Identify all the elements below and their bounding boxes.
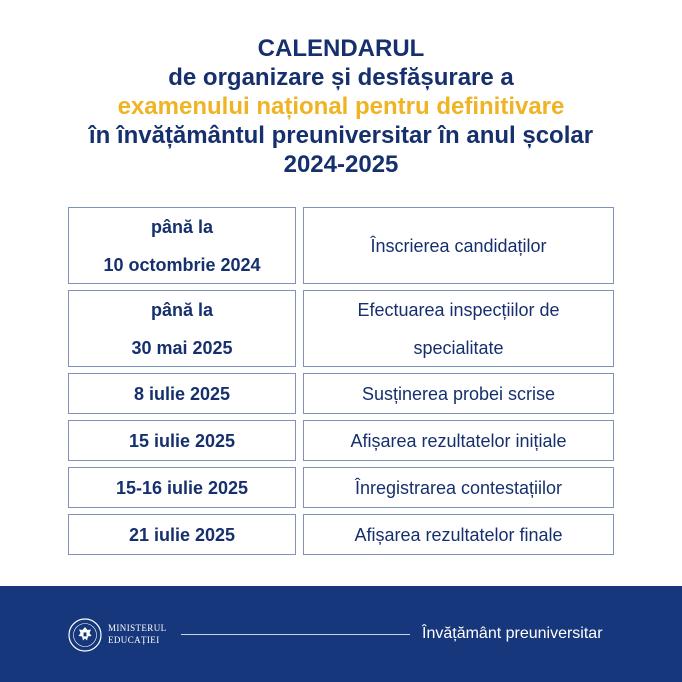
ministry-name-line: EDUCAȚIEI <box>108 635 160 645</box>
event-line: Afișarea rezultatelor inițiale <box>350 430 567 451</box>
event-line: Afișarea rezultatelor finale <box>354 524 563 545</box>
schedule-event-cell <box>303 207 614 284</box>
title-year: 2024-2025 <box>283 151 399 178</box>
event-line: Înregistrarea contestațiilor <box>354 477 563 498</box>
date-line: 21 iulie 2025 <box>128 524 236 545</box>
date-line: 10 octombrie 2024 <box>103 254 261 275</box>
date-line: 15-16 iulie 2025 <box>115 477 249 498</box>
schedule-row <box>68 420 614 461</box>
title-line-2: de organizare și desfășurare a <box>168 64 514 91</box>
date-line: 30 mai 2025 <box>131 337 233 358</box>
schedule-date-cell <box>68 467 296 508</box>
event-line: Susținerea probei scrise <box>361 383 556 404</box>
title-line-4: în învățământul preuniversitar în anul școlar <box>88 122 594 149</box>
schedule-date-cell <box>68 514 296 555</box>
schedule-row <box>68 290 614 367</box>
date-line: 8 iulie 2025 <box>133 383 231 404</box>
schedule-event-cell <box>303 373 614 414</box>
title-line-1: CALENDARUL <box>257 35 425 62</box>
footer-bar <box>0 586 682 682</box>
schedule-event-cell <box>303 420 614 461</box>
schedule-event-cell <box>303 467 614 508</box>
schedule-event-cell <box>303 290 614 367</box>
footer-divider <box>181 634 410 635</box>
event-line: Efectuarea inspecțiilor de <box>357 299 560 320</box>
schedule-row <box>68 514 614 555</box>
schedule-date-cell <box>68 290 296 367</box>
schedule-row <box>68 373 614 414</box>
ministry-name <box>108 622 167 646</box>
date-line: până la <box>150 299 214 320</box>
date-line: 15 iulie 2025 <box>128 430 236 451</box>
event-line: Înscrierea candidaților <box>370 235 547 256</box>
event-line: specialitate <box>413 337 504 358</box>
schedule-date-cell <box>68 373 296 414</box>
schedule-row <box>68 467 614 508</box>
schedule-row <box>68 207 614 284</box>
page-title <box>0 34 682 179</box>
ministry-name-line: MINISTERUL <box>108 623 167 633</box>
government-seal-icon <box>68 618 102 652</box>
date-line: până la <box>150 216 213 237</box>
schedule-date-cell <box>68 420 296 461</box>
schedule-date-cell <box>68 207 296 284</box>
title-line-3-highlight: examenului național pentru definitivare <box>117 93 565 120</box>
footer-tagline: Învățământ preuniversitar <box>422 625 603 642</box>
schedule-event-cell <box>303 514 614 555</box>
